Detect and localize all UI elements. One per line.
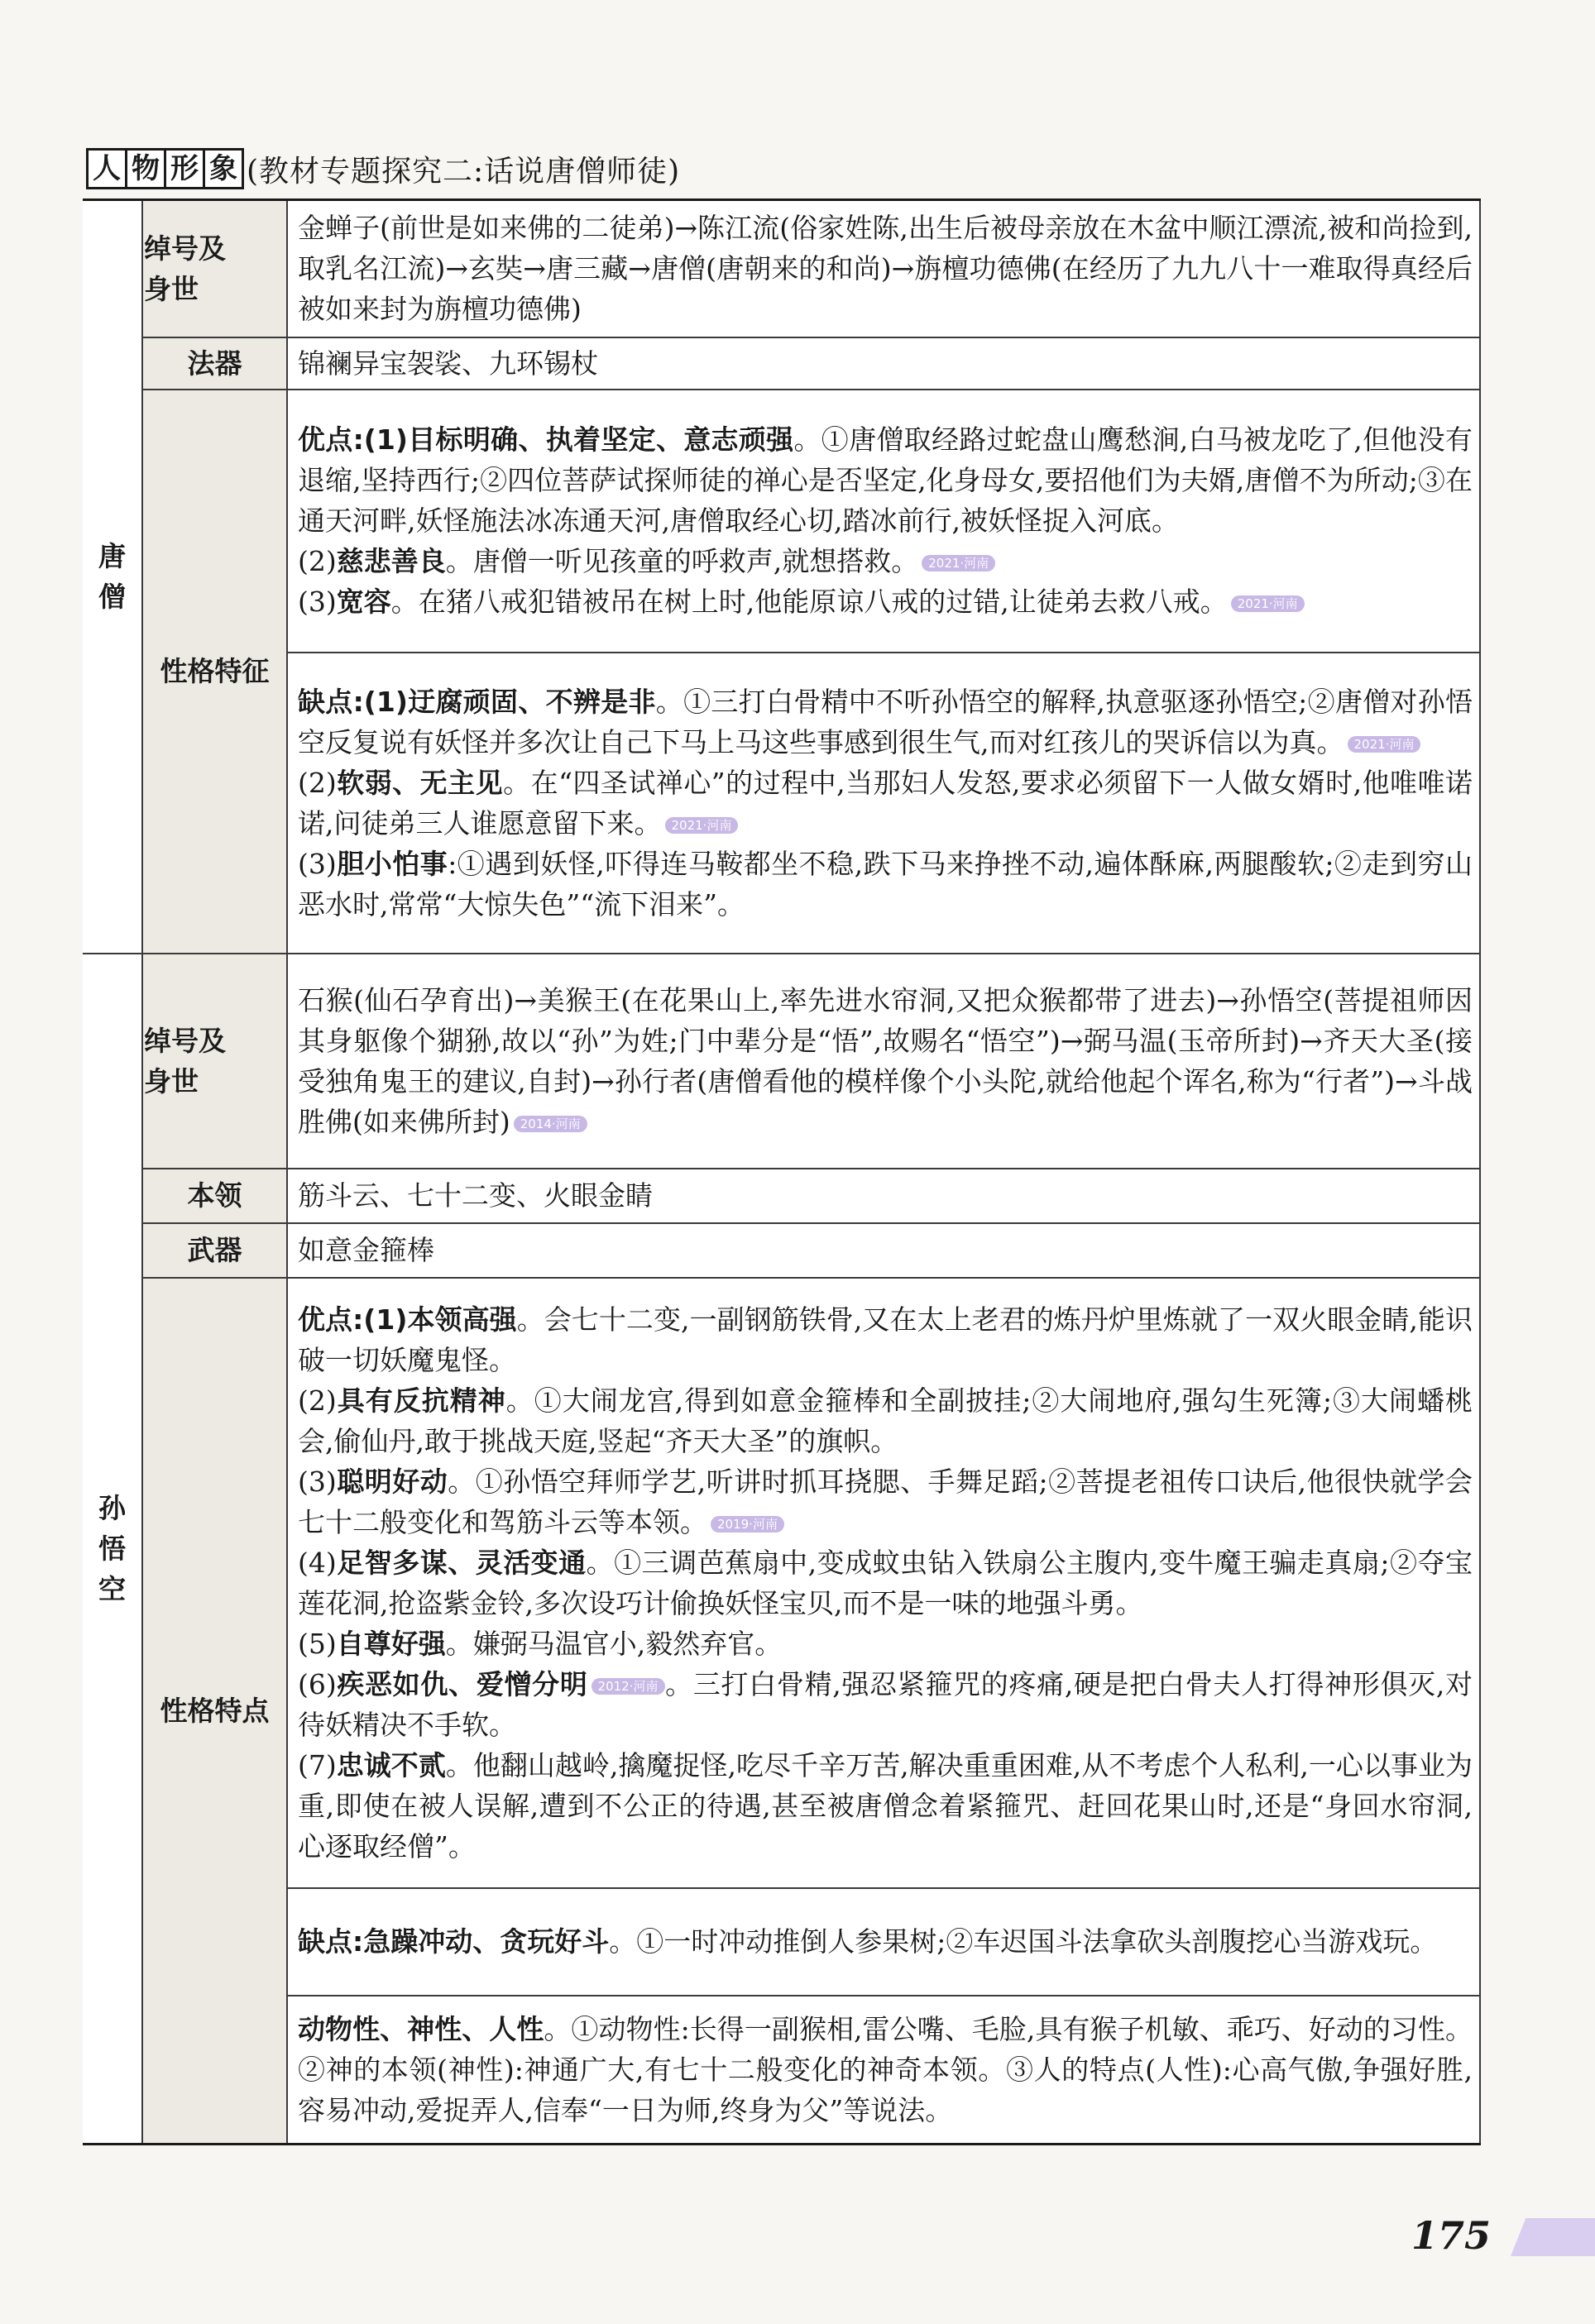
item-prefix: 优点:(1) <box>298 1303 408 1336</box>
item-text: :①遇到妖怪,吓得连马鞍都坐不稳,跌下马来挣挫不动,遍体酥麻,两腿酸软;②走到穷山恶水时,常常“大惊失色”“流下泪来”。 <box>298 847 1473 921</box>
item-text: 。嫌弼马温官小,毅然弃官。 <box>445 1627 783 1660</box>
merit-item <box>298 1664 1473 1745</box>
merit-item <box>298 1461 1473 1542</box>
item-keyword: 迂腐顽固、不辨是非 <box>407 685 656 718</box>
item-text: 。会七十二变,一副钢筋铁骨,又在太上老君的炼丹炉里炼就了一双火眼金睛,能识破一切妖魔鬼怪。 <box>298 1303 1473 1376</box>
item-prefix: 优点:(1) <box>298 423 408 456</box>
character-name-sunwukong <box>83 954 142 2145</box>
item-prefix: (2) <box>298 766 337 799</box>
label-line: 绰号及 <box>144 1024 226 1057</box>
character-table <box>83 198 1481 2145</box>
item-prefix: (4) <box>298 1546 337 1579</box>
item-keyword: 疾恶如仇、爱憎分明 <box>336 1667 588 1700</box>
item-keyword: 本领高强 <box>407 1303 517 1336</box>
item-keyword: 目标明确、执着坚定、意志顽强 <box>407 423 794 456</box>
table-row <box>83 1169 1480 1223</box>
fault-item <box>298 763 1473 844</box>
item-prefix: (2) <box>298 1384 337 1417</box>
item-keyword: 胆小怕事 <box>336 847 448 880</box>
table-row <box>83 390 1480 653</box>
exam-tag: 2012·河南 <box>592 1678 665 1695</box>
label-line: 绰号及 <box>144 232 226 265</box>
merits-cell <box>287 1278 1480 1888</box>
item-prefix: (3) <box>298 586 337 618</box>
table-row <box>83 653 1480 954</box>
title-char: 人 <box>86 148 127 189</box>
row-label-skills: 本领 <box>142 1169 287 1223</box>
fault-item <box>298 844 1473 925</box>
row-content-skills <box>287 1169 1480 1223</box>
row-label-traits: 性格特点 <box>142 1278 287 2145</box>
exam-tag: 2021·河南 <box>1231 595 1305 612</box>
exam-tag: 2021·河南 <box>922 555 995 571</box>
row-label-nickname <box>142 954 287 1169</box>
section-subtitle: (教材专题探究二:话说唐僧师徒) <box>247 154 681 189</box>
item-keyword: 聪明好动 <box>336 1465 448 1498</box>
name-char: 悟 <box>98 1532 126 1565</box>
merit-item <box>298 541 1473 581</box>
content-text: 如意金箍棒 <box>298 1234 434 1266</box>
item-text: 。①一时冲动推倒人参果树;②车迟国斗法拿砍头剖腹挖心当游戏玩。 <box>609 1925 1438 1958</box>
section-header <box>86 146 680 192</box>
character-name-tangseng <box>83 200 142 954</box>
item-text: 。①孙悟空拜师学艺,听讲时抓耳挠腮、手舞足蹈;②菩提老祖传口诀后,他很快就学会七十二般变化和驾筋斗云等本领。 <box>298 1465 1473 1538</box>
content-text: 筋斗云、七十二变、火眼金睛 <box>298 1179 653 1212</box>
content-text <box>298 980 1473 1142</box>
item-text: 。唐僧一听见孩童的呼救声,就想搭救。 <box>445 545 919 577</box>
item-prefix: (5) <box>298 1627 337 1660</box>
item-keyword: 慈悲善良 <box>336 545 446 577</box>
table-row <box>83 1223 1480 1278</box>
item-text: 石猴(仙石孕育出)→美猴王(在花果山上,率先进水帘洞,又把众猴都带了进去)→孙悟空(菩提祖师因其身躯像个猢狲,故以“孙”为姓;门中辈分是“悟”,故赐名“悟空”)→弼马温(玉帝所封)→齐天大圣(接受独角鬼王的建议,自封)→孙行者(唐僧看他的模样像个小头陀,就给他起个诨名,称为“行者”)→斗战胜佛(如来佛所封) <box>298 983 1473 1138</box>
merit-item <box>298 581 1473 622</box>
row-content-tools <box>287 337 1480 390</box>
name-char: 僧 <box>98 581 126 614</box>
item-keyword: 具有反抗精神 <box>336 1384 506 1417</box>
faults-cell <box>287 1888 1480 1996</box>
title-char: 形 <box>164 148 205 189</box>
table-row <box>83 337 1480 390</box>
table-row <box>83 1996 1480 2145</box>
row-label-nickname <box>142 200 287 337</box>
item-prefix: (2) <box>298 545 337 577</box>
item-text: 。在“四圣试禅心”的过程中,当那妇人发怒,要求必须留下一人做女婿时,他唯唯诺诺,问徒弟三人谁愿意留下来。 <box>298 766 1473 839</box>
item-prefix: (6) <box>298 1667 337 1700</box>
item-prefix: 缺点:(1) <box>298 685 408 718</box>
item-text: 。他翻山越岭,擒魔捉怪,吃尽千辛万苦,解决重重困难,从不考虑个人私利,一心以事业为重,即使在被人误解,遭到不公正的待遇,甚至被唐僧念着紧箍咒、赶回花果山时,还是“身回水帘洞,心逐取经僧”。 <box>298 1748 1473 1863</box>
exam-tag: 2021·河南 <box>665 817 739 834</box>
fault-item <box>298 1921 1473 1962</box>
merit-item <box>298 1299 1473 1380</box>
section-title <box>86 148 242 189</box>
name-char: 孙 <box>98 1491 126 1524</box>
faults-cell <box>287 653 1480 954</box>
page-number: 175 <box>1411 2213 1492 2258</box>
merits-cell <box>287 390 1480 653</box>
item-keyword: 软弱、无主见 <box>336 766 504 799</box>
item-text: 。①唐僧取经路过蛇盘山鹰愁涧,白马被龙吃了,但他没有退缩,坚持西行;②四位菩萨试探师徒的禅心是否坚定,化身母女,要招他们为夫婿,唐僧不为所动;③在通天河畔,妖怪施法冰冻通天河,唐僧取经心切,踏冰前行,被妖怪捉入河底。 <box>298 423 1473 537</box>
name-char: 空 <box>98 1572 126 1605</box>
title-char: 象 <box>203 148 244 189</box>
item-keyword: 足智多谋、灵活变通 <box>336 1546 587 1579</box>
item-prefix: 缺点: <box>298 1925 364 1958</box>
merit-item <box>298 1745 1473 1867</box>
item-text: 。①三调芭蕉扇中,变成蚊虫钻入铁扇公主腹内,变牛魔王骗走真扇;②夺宝莲花洞,抢盗紫金铃,多次设巧计偷换妖怪宝贝,而不是一味的地强斗勇。 <box>298 1546 1473 1619</box>
exam-tag: 2014·河南 <box>514 1116 587 1132</box>
merit-item <box>298 419 1473 541</box>
table-row <box>83 200 1480 337</box>
exam-tag: 2021·河南 <box>1348 736 1421 753</box>
item-text: 。①三打白骨精中不听孙悟空的解释,执意驱逐孙悟空;②唐僧对孙悟空反复说有妖怪并多次让自己下马上马这些事感到很生气,而对红孩儿的哭诉信以为真。 <box>298 685 1473 758</box>
merit-item <box>298 1380 1473 1461</box>
exam-tag: 2019·河南 <box>711 1516 784 1533</box>
row-label-traits: 性格特征 <box>142 390 287 954</box>
item-keyword: 忠诚不贰 <box>336 1748 446 1781</box>
page-corner-decoration <box>1511 2218 1595 2256</box>
item-text: 。①动物性:长得一副猴相,雷公嘴、毛脸,具有猴子机敏、乖巧、好动的习性。②神的本领(神性):神通广大,有七十二般变化的神奇本领。③人的特点(人性):心高气傲,争强好胜,容易冲动,爱捉弄人,信奉“一日为师,终身为父”等说法。 <box>298 2012 1473 2126</box>
table-row <box>83 1278 1480 1888</box>
row-label-weapon: 武器 <box>142 1223 287 1278</box>
row-content-nickname <box>287 954 1480 1169</box>
name-char: 唐 <box>98 540 126 573</box>
item-prefix: (3) <box>298 1465 337 1498</box>
item-text: 。在猪八戒犯错被吊在树上时,他能原谅八戒的过错,让徒弟去救八戒。 <box>390 586 1228 618</box>
title-char: 物 <box>125 148 166 189</box>
item-keyword: 自尊好强 <box>336 1627 446 1660</box>
item-keyword: 动物性、神性、人性 <box>298 2012 544 2045</box>
item-text: 。三打白骨精,强忍紧箍咒的疼痛,硬是把白骨夫人打得神形俱灭,对待妖精决不手软。 <box>298 1667 1473 1741</box>
nature-item <box>298 2009 1473 2130</box>
item-text: 。①大闹龙宫,得到如意金箍棒和全副披挂;②大闹地府,强勾生死簿;③大闹蟠桃会,偷仙丹,敢于挑战天庭,竖起“齐天大圣”的旗帜。 <box>298 1384 1473 1457</box>
table-row <box>83 954 1480 1169</box>
row-content-weapon <box>287 1223 1480 1278</box>
content-text: 锦襕异宝袈裟、九环锡杖 <box>298 347 598 380</box>
fault-item <box>298 681 1473 763</box>
item-prefix: (7) <box>298 1748 337 1781</box>
content-text: 金蝉子(前世是如来佛的二徒弟)→陈江流(俗家姓陈,出生后被母亲放在木盆中顺江漂流,被和尚捡到,取乳名江流)→玄奘→唐三藏→唐僧(唐朝来的和尚)→旃檀功德佛(在经历了九九八十一难取得真经后被如来封为旃檀功德佛) <box>298 212 1473 326</box>
item-keyword: 宽容 <box>336 586 391 618</box>
nature-cell <box>287 1996 1480 2145</box>
merit-item <box>298 1542 1473 1623</box>
row-label-tools: 法器 <box>142 337 287 390</box>
merit-item <box>298 1623 1473 1664</box>
label-line: 身世 <box>144 272 199 305</box>
item-keyword: 急躁冲动、贪玩好斗 <box>363 1925 610 1958</box>
row-content-nickname <box>287 200 1480 337</box>
label-line: 身世 <box>144 1064 199 1097</box>
item-prefix: (3) <box>298 847 337 880</box>
table-row <box>83 1888 1480 1996</box>
